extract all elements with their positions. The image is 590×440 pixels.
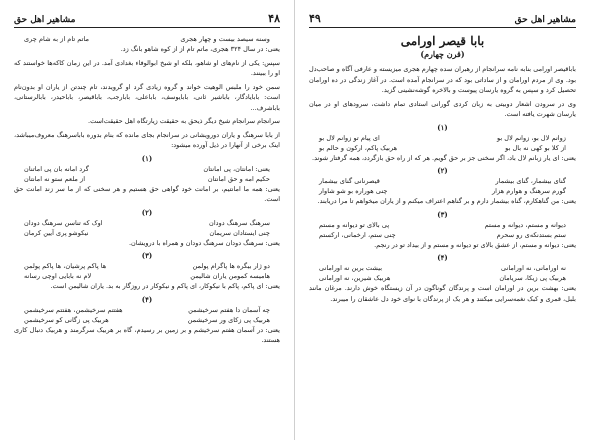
couplet (319, 273, 566, 283)
couplet (24, 34, 270, 44)
couplet (24, 271, 270, 281)
hemistich: هربیک پی زکای ور سرخیشمن (187, 315, 270, 324)
hemistich: ستم بستدنکه‌ی رو سحرم (496, 230, 566, 239)
couplet (319, 263, 566, 273)
paragraph: یعنی: در سال ۳۲۴ هجری، ماتم تام از از کوه شاهو بانگ زد. (120, 45, 280, 53)
hemistich: گورم سرهنگ و هوارم هزار (491, 187, 566, 195)
couplet (319, 133, 566, 143)
paragraph: سمن خود را ملبس الوهیت خواند و گروه زیادی گرد او گرویدند، تام چندتن از یاران او بدون‌نام است: بابایادگار، باباشیر ثانی، بابایوسف، باباعلی، بابا‌رجب، باباقیصر، بابا‌حیدر، بابا‌لرستانی، بابا‌شرف... (14, 82, 280, 112)
stanza-number: (۳) (437, 209, 448, 219)
stanza-number: (۱) (437, 122, 448, 132)
running-title: مشاهیر اهل حق (514, 15, 576, 25)
chapter-subtitle: (قرن چهارم) (420, 49, 465, 59)
hemistich: دو ژار بیگره ها پاگرام پولمن (192, 262, 270, 270)
hemistich: هربیک شیرین، نه اورامانی (319, 274, 391, 282)
page-number: ۴۸ (268, 12, 280, 25)
hemistich: یعنی: امانتان، پی امانتان (203, 164, 270, 173)
paragraph: یعنی: همه ما امانتیم، بر امانت خود گواهی حق هستیم و هر سخنی که از ما سر زند امانت حق است. (14, 184, 280, 203)
paragraph: یعنی: سرهنگ دودان سرهنگ دودان و همراه با درویشان. (128, 238, 280, 247)
hemistich: ها پاکم پرشیان، ها پاکم پولمن (24, 262, 107, 270)
hemistich: گرد امانه بان پی اماتنان (24, 164, 89, 173)
paragraph: یعنی: دیوانه و مستم، از عشق بالای تو دیوانه و مستم و از بیداد تو در رنجم. (374, 240, 576, 249)
hemistich: هامیسه کمومن یاران شالیمن (190, 272, 270, 280)
hemistich: نیکوشو پری آیین کرمان (24, 228, 89, 237)
paragraph: یعنی: من گناهکارم، گناه بیشمار دارم و بر گناهم اعتراف میکنم و از یاران میخواهم تا مرا دریابند. (317, 197, 576, 205)
page-header-right (309, 12, 576, 28)
hemistich: لام نه بابایی اوچی رسانه (24, 272, 92, 280)
hemistich: بیشت برین نه اورامانی (319, 264, 383, 272)
paragraph: سپس: یکی از نام‌های او شاهو، بلکه او شیخ ابوالوفاء بغدادی آمد. در این زمان کاکه‌ها خواستند که او را ببینند. (14, 58, 280, 77)
couplet (24, 164, 270, 174)
hemistich: اوک که تناسن سرهنگ دودان (24, 218, 103, 227)
stanza-number: (۲) (141, 207, 153, 217)
couplet (319, 186, 566, 196)
hemistich: هفتتم سرخیشمن، هفتتم سرخیشمن (24, 305, 123, 314)
paragraph: بابا‌قیصر اورامی بنابه نامه سرانجام از رهبران سده چهارم هجری میزیسته و عارفی آگاه و صاحب‌دل بود. وی از مردم اورامان و از ساداتی بود که در سرانجام آمده است. در آغاز زندگی در ده اورامان تحصیل کرد و سپس به گروه یارسان پیوست و بالاخره گوشه‌نشینی گزید. (309, 65, 576, 94)
hemistich: گنای بیشمار، گنای بیشمار (495, 177, 566, 185)
couplet (24, 174, 270, 184)
paragraph: یعنی: در آسمان هفتم سرخیشم و بر زمین بر رسیدم، گاه بر هربیک سرگرمند و هربیک دنبال کاری هستند. (14, 325, 280, 344)
hemistich: دیوانه و مستم، دیوانه و مستم (484, 220, 566, 229)
hemistich: پی بالای تو دیوانه و مستم (319, 220, 390, 229)
hemistich: زوانم لال بو، زوانم لال بو (496, 133, 566, 142)
hemistich: چنی ستم، ارخمانی، ارکستم (319, 230, 396, 239)
page-header-left (14, 12, 280, 28)
hemistich: از کلا بو کهی نه بال بو (505, 143, 566, 152)
hemistich: چه آسمان دا هفتم سرخیشمن (188, 305, 270, 314)
paragraph: وی در سرودن اشعار دوبیتی به زبان کردی گورانی استادی تمام داشت، سرودهای او در میان یارسان شهرت یافته است. (309, 99, 576, 118)
paragraph: یعنی: ای پاکم، پاکم با نیکوکار، ای پاکم و نیکوکار در روزگار به بد. یاران شالیمن است. (50, 282, 280, 290)
couplet (24, 305, 270, 315)
hemistich: ماتم تام از به شام چری (24, 35, 90, 43)
hemistich: هربیک پی زگانی کو سرخیشمن (24, 315, 109, 324)
couplet (24, 218, 270, 228)
hemistich: چنی ایستادان سریمان (209, 228, 270, 237)
stanza-number: (۳) (141, 251, 153, 260)
right-page (295, 0, 590, 440)
couplet (319, 220, 566, 230)
hemistich: هربیک پی زیکا، سریامان (499, 274, 566, 282)
stanza-number: (۱) (141, 153, 153, 163)
hemistich: ای پیام تو زوانم لال بو (319, 133, 380, 142)
chapter-title: بابا قیصر اورامی (400, 34, 485, 48)
couplet (319, 176, 566, 186)
hemistich: قیصرنانی گنای بیشمار (319, 177, 380, 185)
paragraph: یعنی: بهشت برین در اورامان است و پرندگان گوناگون در آن زیستگاه خوش دارند. مرغان مانند بلبل، قمری و کبک نغمه‌سرایی میکنند و هر یک از پرندگان با نوای خود دل عاشقان را میبرند. (309, 284, 576, 303)
paragraph: یعنی: ای یار زبانم لال باد، اگر سخنی جز بر حق گویم. هر که از راه حق بازگردد، همه گرفتار شوند. (312, 153, 576, 162)
stanza-number: (۴) (437, 253, 448, 262)
couplet (319, 143, 566, 153)
couplet (319, 230, 566, 240)
hemistich: سرهنگ سرهنگ دودان (209, 218, 270, 227)
hemistich: هربیک پاکم، ارکون و حالم بو (319, 143, 398, 152)
hemistich: نه اورامانی، نه اورامانی (501, 264, 566, 272)
couplet (24, 261, 270, 271)
hemistich: وسنه سیصد بیست و چهار هجری (180, 35, 270, 43)
couplet (24, 228, 270, 238)
paragraph: سرانجام سرانجام شیخ دیگر ذیحق به حقیقت زیارتگاه اهل حقیقت‌است. (88, 117, 280, 125)
stanza-number: (۴) (141, 294, 153, 304)
couplet (24, 315, 270, 325)
stanza-number: (۲) (437, 166, 448, 175)
hemistich: حکیم امه و حق امانتان (207, 174, 270, 183)
hemistich: از ملعم ستو نه امانتان (24, 174, 86, 183)
paragraph: از بابا سرهنگ و یاران دورویشانی در سرانجام بجای مانده که بنام بدوره بابا‌سرهنگ معروف‌میباشد، اینک برخی از آنهارا در ذیل آورده میشود: (14, 130, 280, 149)
hemistich: چنی هوراره بو شو شاوار (319, 187, 388, 195)
page-number: ۴۹ (309, 12, 321, 25)
running-title: مشاهیر اهل حق (14, 15, 76, 25)
